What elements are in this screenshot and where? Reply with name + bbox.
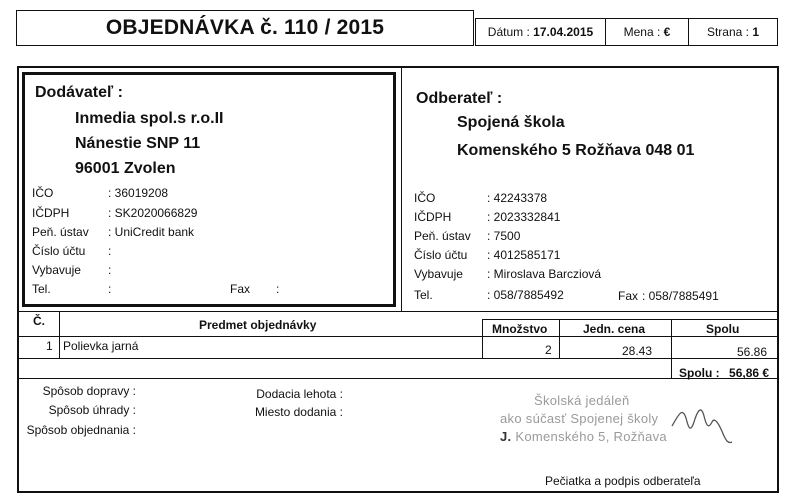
customer-address: Komenského 5 Rožňava 048 01: [457, 142, 695, 159]
parties-divider: [401, 68, 402, 311]
column-header-qty: Množstvo: [492, 322, 548, 336]
date-cell: [475, 18, 606, 46]
supplier-bank-value: : UniCredit bank: [108, 225, 195, 239]
supplier-account-label: Číslo účtu: [32, 244, 86, 258]
supplier-contact-label: Vybavuje: [32, 263, 81, 277]
payment-label: Spôsob úhrady :: [48, 403, 136, 417]
customer-heading: Odberateľ :: [416, 90, 503, 107]
column-header-price: Jedn. cena: [583, 322, 646, 336]
table-top-line: [18, 311, 778, 312]
row-price: 28.43: [622, 344, 653, 358]
customer-bank-label: Peň. ústav: [414, 229, 471, 243]
supplier-fax-label: Fax: [230, 282, 251, 296]
customer-bank-value: : 7500: [487, 229, 521, 243]
customer-account-label: Číslo účtu: [414, 248, 468, 262]
customer-ico-value: : 42243378: [487, 191, 548, 205]
signature-mark: [668, 396, 738, 450]
customer-fax-value: : 058/7885491: [642, 289, 719, 303]
row-no: 1: [46, 339, 53, 353]
row-qty: 2: [545, 343, 552, 357]
customer-name: Spojená škola: [457, 114, 565, 131]
table-bottom-line: [18, 378, 778, 379]
supplier-fax-value: :: [276, 282, 280, 296]
column-header-total: Spolu: [706, 322, 740, 336]
delivery-place-label: Miesto dodania :: [254, 405, 343, 419]
sum-value: 56,86 €: [729, 366, 770, 380]
customer-fax-label: Fax: [618, 289, 639, 303]
customer-account-value: : 4012585171: [487, 248, 561, 262]
signature-label: Pečiatka a podpis odberateľa: [545, 474, 701, 488]
customer-contact-label: Vybavuje: [414, 267, 463, 281]
supplier-icdph-label: IČDPH: [32, 206, 70, 220]
col-divider-price: [671, 319, 672, 378]
date-value: 17.04.2015: [533, 25, 594, 39]
column-header-item: Predmet objednávky: [199, 318, 317, 332]
row-total: 56.86: [737, 345, 768, 359]
page-value: 1: [752, 25, 760, 39]
sum-label: Spolu :: [679, 366, 720, 380]
delivery-time-label: Dodacia lehota :: [256, 387, 343, 401]
col-divider-qty: [559, 319, 560, 358]
supplier-contact-value: :: [108, 263, 112, 277]
page-cell: [688, 18, 778, 46]
supplier-ico-value: : 36019208: [108, 186, 169, 200]
stamp-line-1: Školská jedáleň: [534, 393, 630, 408]
supplier-ico-label: IČO: [32, 186, 54, 200]
stamp-line-2: ako súčasť Spojenej školy: [500, 411, 659, 426]
supplier-tel-label: Tel.: [32, 282, 51, 296]
customer-icdph-label: IČDPH: [414, 210, 452, 224]
date-label: Dátum :: [487, 25, 530, 39]
supplier-tel-value: :: [108, 282, 112, 296]
col-divider-no: [59, 311, 60, 358]
customer-tel-value: : 058/7885492: [487, 288, 564, 302]
supplier-bank-label: Peň. ústav: [32, 225, 89, 239]
supplier-icdph-value: : SK2020066829: [108, 206, 198, 220]
col-divider-item: [482, 319, 483, 358]
supplier-city: 96001 Zvolen: [75, 160, 176, 177]
customer-icdph-value: : 2023332841: [487, 210, 561, 224]
transport-label: Spôsob dopravy :: [42, 384, 136, 398]
customer-ico-label: IČO: [414, 191, 436, 205]
supplier-heading: Dodávateľ :: [35, 84, 123, 101]
page-label: Strana :: [706, 25, 749, 39]
stamp-line-3-row: J. Komenského 5, Rožňava: [500, 429, 667, 444]
numeric-header-line: [482, 319, 778, 320]
customer-tel-label: Tel.: [414, 288, 433, 302]
supplier-name: Inmedia spol.s r.o.II: [75, 110, 224, 127]
order-method-label: Spôsob objednania :: [26, 423, 136, 437]
supplier-account-value: :: [108, 244, 112, 258]
supplier-street: Nánestie SNP 11: [75, 135, 201, 152]
table-row-line: [18, 358, 778, 359]
table-header-line: [18, 336, 778, 337]
row-item: Polievka jarná: [63, 339, 139, 353]
sum-row: [679, 366, 769, 380]
currency-label: Mena :: [623, 25, 661, 39]
document-title: OBJEDNÁVKA č. 110 / 2015: [16, 10, 474, 46]
stamp-mark: J.: [500, 429, 512, 444]
currency-cell: [605, 18, 689, 46]
currency-value: €: [663, 25, 671, 39]
customer-contact-value: : Miroslava Barcziová: [487, 267, 602, 281]
column-header-no: Č.: [33, 314, 45, 328]
